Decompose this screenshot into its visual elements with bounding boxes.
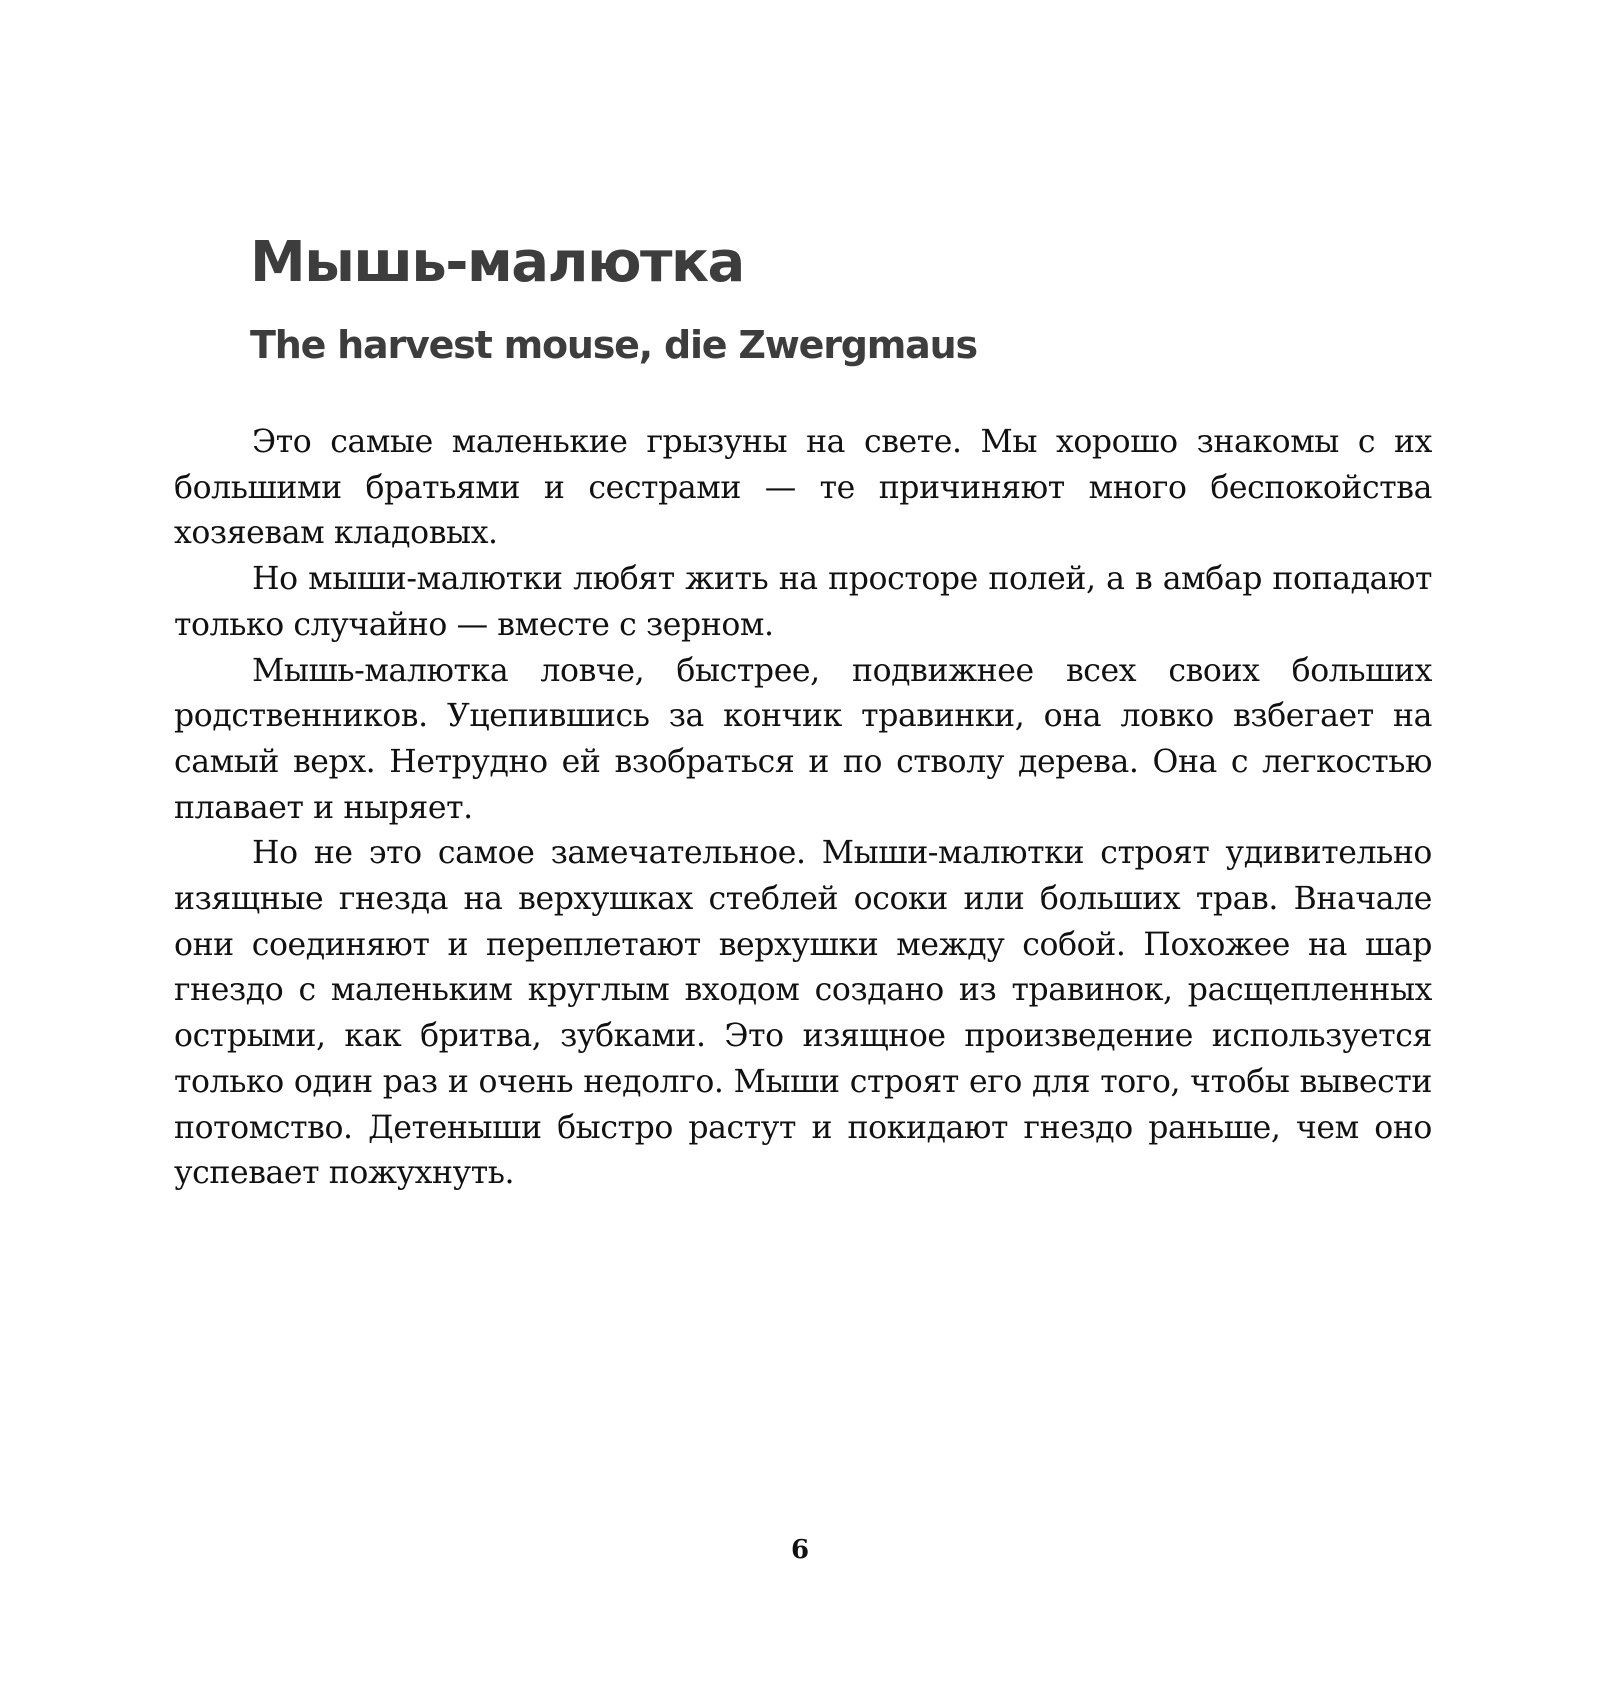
page-number: 6 bbox=[790, 1535, 810, 1565]
paragraph-2: Но мыши-малютки любят жить на просторе полей, а в амбар попадают только случайно — вместе с зерном. bbox=[174, 561, 1432, 643]
paragraph-1: Это самые маленькие грызуны на свете. Мы хорошо знакомы с их большими братьями и сестрами — те причиняют много беспокойства хозяевам кладовых. bbox=[174, 424, 1432, 552]
page-subtitle: The harvest mouse, die Zwergmaus bbox=[250, 323, 977, 367]
paragraph-3: Мышь-малютка ловче, быстрее, подвижнее всех своих больших родственников. Уцепившись за кончик травинки, она ловко взбегает на самый верх. Нетрудно ей взобраться и по стволу дерева. Она с легкостью плавает и ныряет. bbox=[174, 652, 1432, 826]
article-body bbox=[174, 420, 1432, 1197]
paragraph-4: Но не это самое замечательное. Мыши-малютки строят удивительно изящные гнезда на верхушках стеблей осоки или больших трав. Вначале они соединяют и переплетают верхушки между собой. Похожее на шар гнездо с маленьким круглым входом создано из травинок, расщепленных острыми, как бритва, зубками. Это изящное произведение используется только один раз и очень недолго. Мыши строят его для того, чтобы вывести потомство. Детеныши быстро растут и покидают гнездо раньше, чем оно успевает пожухнуть. bbox=[174, 835, 1432, 1192]
page-title: Мышь-малютка bbox=[250, 230, 744, 295]
